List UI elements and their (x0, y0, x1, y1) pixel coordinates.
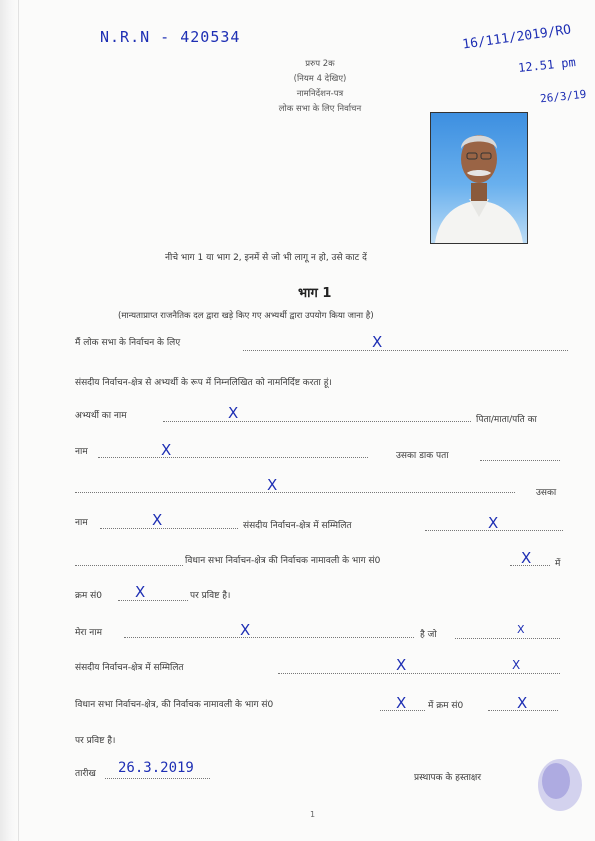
line-2-label: संसदीय निर्वाचन-क्षेत्र से अभ्यर्थी के रूप में निम्नलिखित को नामनिर्दिष्ट करता हूं। (75, 378, 332, 388)
cross-mark: X (512, 658, 521, 672)
postal-address-blank-2[interactable] (75, 492, 515, 493)
handwritten-date: 26.3.2019 (118, 760, 194, 776)
handwritten-stamp-date: 16/111/2019/RO (461, 22, 573, 53)
cross-mark: X (521, 549, 532, 567)
election-title: लोक सभा के लिए निर्वाचन (278, 104, 362, 114)
ink-stamp-smudge (528, 755, 588, 815)
signature-label: प्रस्थापक के हस्ताक्षर (414, 773, 482, 783)
instruction-text: नीचे भाग 1 या भाग 2, इनमें से जो भी लागू न हो, उसे काट दें (165, 253, 367, 263)
included-in-constituency-label: संसदीय निर्वाचन-क्षेत्र में सम्मिलित (243, 521, 352, 531)
constituency-name-blank[interactable] (100, 528, 238, 529)
binding-edge (0, 0, 19, 841)
entered-label-2: पर प्रविष्ट है। (75, 736, 116, 746)
parent-name-label: पिता/माता/पति का (476, 415, 537, 425)
cross-mark: X (267, 476, 278, 494)
electoral-roll-part-label: विधान सभा निर्वाचन-क्षेत्र की निर्वाचक नामावली के भाग सं0 (185, 556, 381, 566)
name-label: नाम (75, 447, 88, 457)
candidate-photo (430, 112, 528, 244)
included-in-parliamentary-label: संसदीय निर्वाचन-क्षेत्र में सम्मिलित (75, 663, 184, 673)
postal-address-label: उसका डाक पता (396, 451, 449, 461)
serial-number-label: क्रम सं0 (75, 591, 102, 601)
part-subtitle: (मान्यताप्राप्त राजनैतिक दल द्वारा खड़े किए गए अभ्यर्थी द्वारा उपयोग किया जाना है) (118, 311, 374, 321)
page-number: 1 (310, 810, 316, 819)
cross-mark: X (228, 404, 239, 422)
handwritten-nr-number: N.R.N - 420534 (100, 28, 241, 46)
line-1-label: मैं लोक सभा के निर्वाचन के लिए (75, 338, 181, 348)
candidate-photo-image (431, 113, 527, 243)
in-label: में (555, 559, 561, 569)
part-title: भाग 1 (298, 286, 332, 301)
date-blank[interactable] (105, 778, 210, 779)
cross-mark: X (135, 583, 146, 601)
serial-number-label-2: में क्रम सं0 (428, 701, 464, 711)
which-is-label: है जो (420, 630, 437, 640)
cross-mark: X (152, 511, 163, 529)
cross-mark: X (396, 694, 407, 712)
cross-mark: X (488, 514, 499, 532)
cross-mark: X (517, 623, 525, 636)
cross-mark: X (517, 694, 528, 712)
my-name-label: मेरा नाम (75, 628, 102, 638)
candidate-name-label: अभ्यर्थी का नाम (75, 411, 127, 421)
assembly-constituency-blank-2[interactable] (278, 673, 560, 674)
cross-mark: X (396, 656, 407, 674)
name-label-2: नाम (75, 518, 88, 528)
handwritten-stamp-time: 12.51 pm (517, 55, 577, 75)
candidate-name-blank[interactable] (163, 421, 471, 422)
form-number: प्ररुप 2क (305, 59, 335, 69)
proposer-name-blank[interactable] (124, 637, 414, 638)
assembly-name-blank[interactable] (75, 565, 183, 566)
cross-mark: X (372, 333, 383, 351)
assembly-field-blank[interactable] (243, 350, 568, 351)
entered-label: पर प्रविष्ट है। (190, 591, 231, 601)
proposer-extra-blank[interactable] (455, 638, 560, 639)
his-label: उसका (536, 488, 557, 498)
serial-number-blank[interactable] (118, 600, 188, 601)
date-label: तारीख (75, 769, 96, 779)
postal-address-blank-1[interactable] (480, 460, 560, 461)
form-name: नामनिर्देशन-पत्र (296, 89, 344, 99)
cross-mark: X (161, 441, 172, 459)
rule-reference: (नियम 4 देखिए) (293, 74, 347, 84)
cross-mark: X (240, 621, 251, 639)
parent-name-blank[interactable] (98, 457, 368, 458)
handwritten-initial-date: 26/3/19 (539, 87, 587, 106)
electoral-roll-part-label-2: विधान सभा निर्वाचन-क्षेत्र, की निर्वाचक नामावली के भाग सं0 (75, 700, 274, 710)
